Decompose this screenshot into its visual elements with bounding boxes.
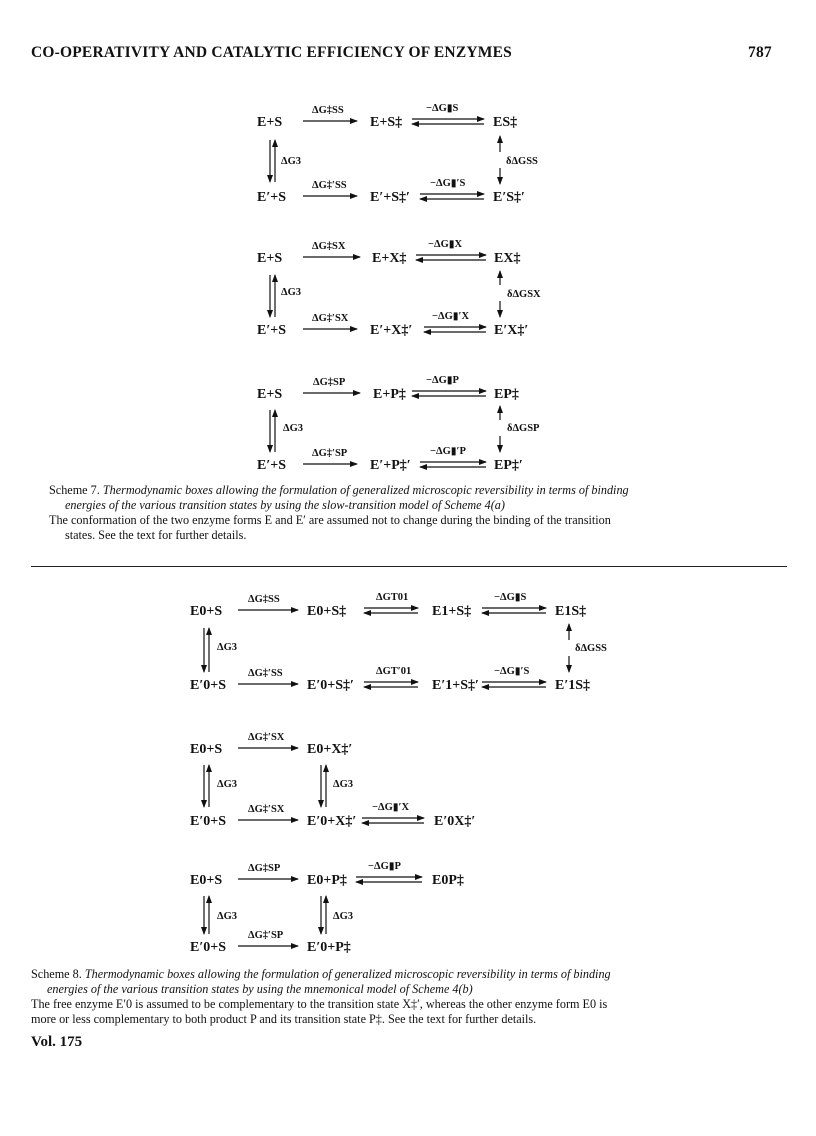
arrow-label: −ΔG▮′S (430, 178, 466, 189)
arrow-label: δΔGSX (507, 289, 541, 300)
species: E′+S (257, 323, 287, 338)
caption-title: Thermodynamic boxes allowing the formulation of generalized microscopic reversibility in terms of binding (84, 967, 611, 981)
arrow-label: ΔG3 (333, 779, 354, 790)
arrow-label: δΔGSP (507, 423, 540, 434)
species: E0+S‡ (307, 604, 347, 619)
arrow-label: ΔG3 (281, 287, 302, 298)
arrow-label: ΔG3 (217, 779, 238, 790)
arrow-label: ΔGT′01 (376, 666, 412, 677)
species: E′X‡′ (494, 323, 529, 338)
species: E0+S (190, 604, 223, 619)
species: ES‡ (493, 115, 518, 130)
species: E+P‡ (373, 387, 406, 402)
page-number: 787 (748, 44, 772, 61)
arrow-label: δΔGSS (506, 156, 538, 167)
species: EP‡′ (494, 458, 523, 473)
scheme-7-box-x (0, 235, 816, 345)
caption-title-cont: energies of the various transition states by using the mnemonical model of Scheme 4(b) (47, 982, 473, 996)
species: E+S‡ (370, 115, 403, 130)
arrow-label: δΔGSS (575, 643, 607, 654)
species: E1S‡ (555, 604, 587, 619)
species: E′+S (257, 458, 287, 473)
species: E+X‡ (372, 251, 407, 266)
caption-label: Scheme 8. (31, 967, 82, 981)
species: E′1S‡ (555, 678, 591, 693)
running-header-title: CO-OPERATIVITY AND CATALYTIC EFFICIENCY OF ENZYMES (31, 44, 512, 61)
species: E′0X‡′ (434, 814, 476, 829)
species: E+S (257, 251, 283, 266)
species: E′+S‡′ (370, 190, 410, 205)
caption-body-cont: more or less complementary to both product P and its transition state P‡. See the text for further details. (31, 1012, 537, 1026)
arrow-label: ΔG3 (333, 911, 354, 922)
species: E′0+S (190, 678, 227, 693)
species: E0+P‡ (307, 873, 347, 888)
arrow-label: −ΔG▮′X (372, 802, 410, 813)
arrow-label: −ΔG▮′S (494, 666, 530, 677)
caption-body: The conformation of the two enzyme forms E and E′ are assumed not to change during the binding of the transition (49, 513, 611, 527)
arrow-label: −ΔG▮′X (432, 311, 470, 322)
arrow-label: ΔG‡′SP (248, 930, 284, 941)
species: E1+S‡ (432, 604, 472, 619)
species: E′+S (257, 190, 287, 205)
arrow-label: ΔG‡SX (312, 241, 346, 252)
arrow-label: −ΔG▮P (368, 861, 401, 872)
scheme-7-caption (49, 483, 789, 543)
caption-title-cont: energies of the various transition states by using the slow-transition model of Scheme 4(a) (65, 498, 505, 512)
volume-footer: Vol. 175 (31, 1034, 83, 1050)
scheme-8-caption (31, 967, 791, 1027)
species: E′0+X‡′ (307, 814, 357, 829)
arrow-label: −ΔG▮X (428, 239, 463, 250)
arrow-label: ΔG‡′SX (248, 804, 285, 815)
arrow-label: −ΔG▮S (494, 592, 527, 603)
species: E′1+S‡′ (432, 678, 479, 693)
species: E′0+P‡ (307, 940, 351, 955)
species: E+S (257, 115, 283, 130)
species: E′0+S (190, 940, 227, 955)
species: E0P‡ (432, 873, 464, 888)
arrow-label: −ΔG▮P (426, 375, 459, 386)
arrow-label: ΔG3 (217, 642, 238, 653)
arrow-label: ΔG‡SS (312, 105, 344, 116)
scheme-8-box-x (0, 729, 816, 829)
arrow-label: ΔG‡SP (248, 863, 281, 874)
scheme-8-box-s (0, 588, 816, 698)
arrow-label: ΔG3 (281, 156, 302, 167)
arrow-label: ΔG‡′SX (248, 732, 285, 743)
species: EP‡ (494, 387, 519, 402)
scheme-7-box-p (0, 368, 816, 478)
arrow-label: ΔG‡′SS (312, 180, 347, 191)
species: E′+P‡′ (370, 458, 411, 473)
caption-label: Scheme 7. (49, 483, 100, 497)
species: E0+X‡′ (307, 742, 353, 757)
caption-title: Thermodynamic boxes allowing the formulation of generalized microscopic reversibility in terms of binding (102, 483, 629, 497)
species: E′0+S (190, 814, 227, 829)
scheme-7-box-s (0, 100, 816, 210)
arrow-label: ΔG3 (217, 911, 238, 922)
species: E0+S (190, 873, 223, 888)
species: E0+S (190, 742, 223, 757)
arrow-label: ΔGT01 (376, 592, 409, 603)
arrow-label: ΔG3 (283, 423, 304, 434)
species: E′S‡′ (493, 190, 525, 205)
caption-body-cont: states. See the text for further details. (65, 528, 247, 542)
arrow-label: −ΔG▮S (426, 103, 459, 114)
arrow-label: ΔG‡SP (313, 377, 346, 388)
species: E+S (257, 387, 283, 402)
species: EX‡ (494, 251, 521, 266)
arrow-label: ΔG‡′SS (248, 668, 283, 679)
section-divider (31, 566, 787, 567)
arrow-label: −ΔG▮′P (430, 446, 466, 457)
arrow-label: ΔG‡′SX (312, 313, 349, 324)
species: E′+X‡′ (370, 323, 413, 338)
arrow-label: ΔG‡SS (248, 594, 280, 605)
scheme-8-box-p (0, 856, 816, 956)
caption-body: The free enzyme E′0 is assumed to be complementary to the transition state X‡′, whereas the other enzyme form E0 is (31, 997, 608, 1011)
species: E′0+S‡′ (307, 678, 354, 693)
arrow-label: ΔG‡′SP (312, 448, 348, 459)
